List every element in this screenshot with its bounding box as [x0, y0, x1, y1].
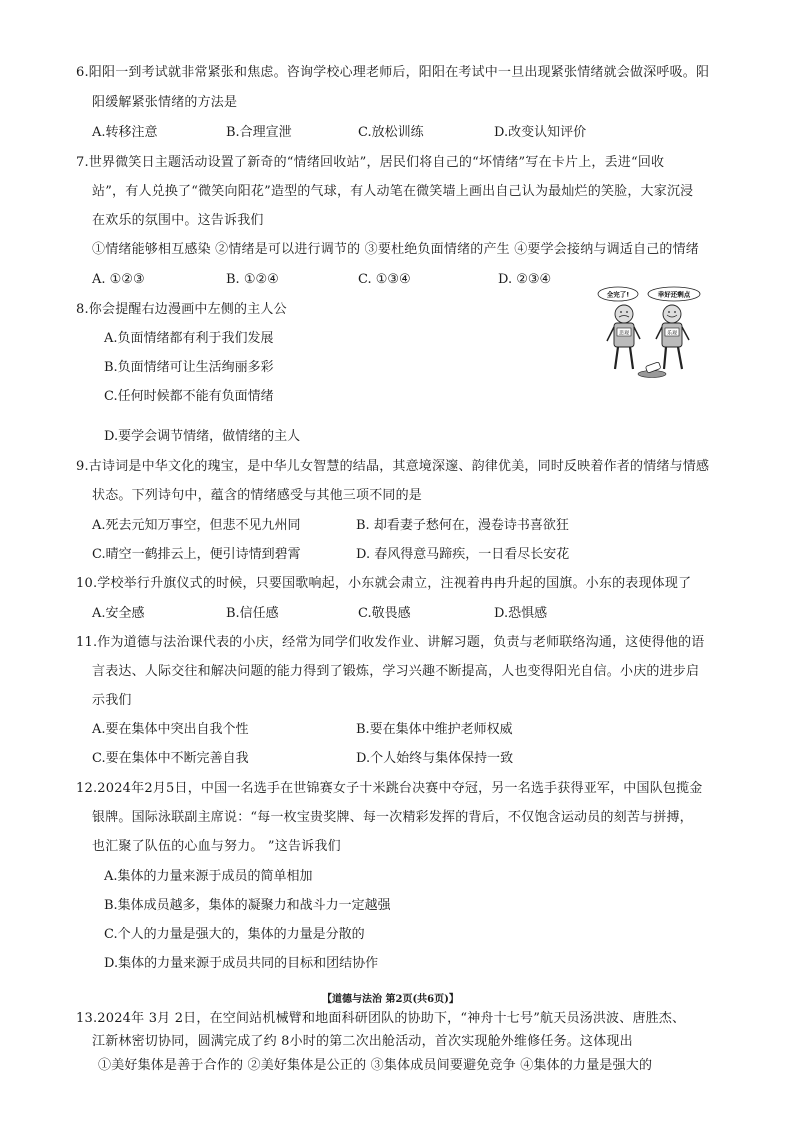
q11-stem-line1: 11.作为道德与法治课代表的小庆，经常为同学们收发作业、讲解习题，负责与老师联络沟通，这使得他的语	[76, 635, 705, 650]
q10-option-b: B.信任感	[226, 606, 279, 621]
q8-cartoon-illustration	[590, 284, 706, 382]
q8-option-c: C.任何时候都不能有负面情绪	[104, 389, 274, 404]
q11-stem-line3: 示我们	[92, 693, 132, 708]
q13-stem-line1: 13.2024年 3月 2日，在空间站机械臂和地面科研团队的协助下，“神舟十七号”航天员汤洪波、唐胜杰、	[76, 1011, 686, 1026]
q12-option-b: B.集体成员越多，集体的凝聚力和战斗力一定越强	[104, 898, 391, 913]
q8-option-b: B.负面情绪可让生活绚丽多彩	[104, 360, 274, 375]
q7-stem-line1: 7.世界微笑日主题活动设置了新奇的“情绪回收站”，居民们将自己的“坏情绪”写在卡片上，丢进“回收	[76, 155, 665, 170]
q11-option-d: D.个人始终与集体保持一致	[356, 751, 514, 766]
page-footer: 【道德与法治 第2页(共6页)】	[322, 994, 459, 1005]
q9-option-d: D. 春风得意马蹄疾，一日看尽长安花	[356, 547, 570, 562]
q6-stem-line2: 阳缓解紧张情绪的方法是	[92, 95, 238, 110]
q6-option-a: A.转移注意	[92, 125, 158, 140]
q9-stem-line1: 9.古诗词是中华文化的瑰宝，是中华儿女智慧的结晶，其意境深邃、韵律优美，同时反映着作者的情绪与情感	[76, 459, 710, 474]
shirt-left-label: 悲观	[618, 330, 630, 337]
q8-stem: 8.你会提醒右边漫画中左侧的主人公	[76, 302, 287, 317]
q7-option-b: B. ①②④	[226, 272, 279, 287]
q12-stem-line3: 也汇聚了队伍的心血与努力。 ”这告诉我们	[92, 839, 341, 854]
q10-option-d: D.恐惧感	[494, 606, 548, 621]
q7-stem-line2: 站”，有人兑换了“微笑向阳花”造型的气球，有人动笔在微笑墙上画出自己认为最灿烂的笑脸，大家沉浸	[92, 184, 694, 199]
q6-option-d: D.改变认知评价	[494, 125, 587, 140]
q12-option-c: C.个人的力量是强大的，集体的力量是分散的	[104, 927, 365, 942]
q7-option-d: D. ②③④	[498, 272, 552, 287]
q7-statements: ①情绪能够相互感染 ②情绪是可以进行调节的 ③要杜绝负面情绪的产生 ④要学会接纳与调适自己的情绪	[92, 242, 699, 257]
q6-option-b: B.合理宣泄	[226, 125, 292, 140]
pessimist-figure	[607, 305, 640, 369]
q8-option-d: D.要学会调节情绪，做情绪的主人	[104, 429, 301, 444]
q12-option-d: D.集体的力量来源于成员共同的目标和团结协作	[104, 956, 379, 971]
bubble-right-text: 幸好还剩点	[657, 290, 691, 299]
q8-option-a: A.负面情绪都有利于我们发展	[104, 331, 274, 346]
shirt-right-label: 乐观	[666, 330, 678, 337]
q7-stem-line3: 在欢乐的氛围中。这告诉我们	[92, 213, 264, 228]
bubble-left-text: 全完了!	[606, 290, 630, 299]
q10-option-c: C.敬畏感	[358, 606, 411, 621]
q9-option-c: C.晴空一鹤排云上，便引诗情到碧霄	[92, 547, 301, 562]
q7-option-a: A. ①②③	[92, 272, 145, 287]
q13-statements: ①美好集体是善于合作的 ②美好集体是公正的 ③集体成员间要避免竞争 ④集体的力量是强大的	[98, 1058, 653, 1073]
q12-option-a: A.集体的力量来源于成员的简单相加	[104, 869, 313, 884]
q13-stem-line2: 江新林密切协同，圆满完成了约 8小时的第二次出舱活动，首次实现舱外维修任务。这体现出	[92, 1034, 633, 1049]
q9-option-b: B. 却看妻子愁何在，漫卷诗书喜欲狂	[356, 518, 569, 533]
q10-stem: 10.学校举行升旗仪式的时候，只要国歌响起，小东就会肃立，注视着冉冉升起的国旗。小东的表现体现了	[76, 576, 692, 591]
q9-stem-line2: 状态。下列诗句中，蕴含的情绪感受与其他三项不同的是	[92, 488, 423, 503]
q10-option-a: A.安全感	[92, 606, 145, 621]
q12-stem-line1: 12.2024年2月5日，中国一名选手在世锦赛女子十米跳台决赛中夺冠，另一名选手获得亚军，中国队包揽金	[76, 781, 703, 796]
q7-option-c: C. ①③④	[358, 272, 411, 287]
optimist-figure	[656, 305, 689, 369]
q12-stem-line2: 银牌。国际泳联副主席说：“每一枚宝贵奖牌、每一次精彩发挥的背后，不仅饱含运动员的刻苦与拼搏，	[92, 810, 693, 825]
q11-option-c: C.要在集体中不断完善自我	[92, 751, 249, 766]
q11-option-b: B.要在集体中维护老师权威	[356, 722, 513, 737]
q11-option-a: A.要在集体中突出自我个性	[92, 722, 249, 737]
q6-option-c: C.放松训练	[358, 125, 424, 140]
q11-stem-line2: 言表达、人际交往和解决问题的能力得到了锻炼，学习兴趣不断提高，人也变得阳光自信。小庆的进步启	[92, 664, 700, 679]
q9-option-a: A.死去元知万事空，但悲不见九州同	[92, 518, 301, 533]
spilled-bottle	[638, 362, 666, 378]
q6-stem-line1: 6.阳阳一到考试就非常紧张和焦虑。咨询学校心理老师后，阳阳在考试中一旦出现紧张情绪就会做深呼吸。阳	[76, 65, 710, 80]
